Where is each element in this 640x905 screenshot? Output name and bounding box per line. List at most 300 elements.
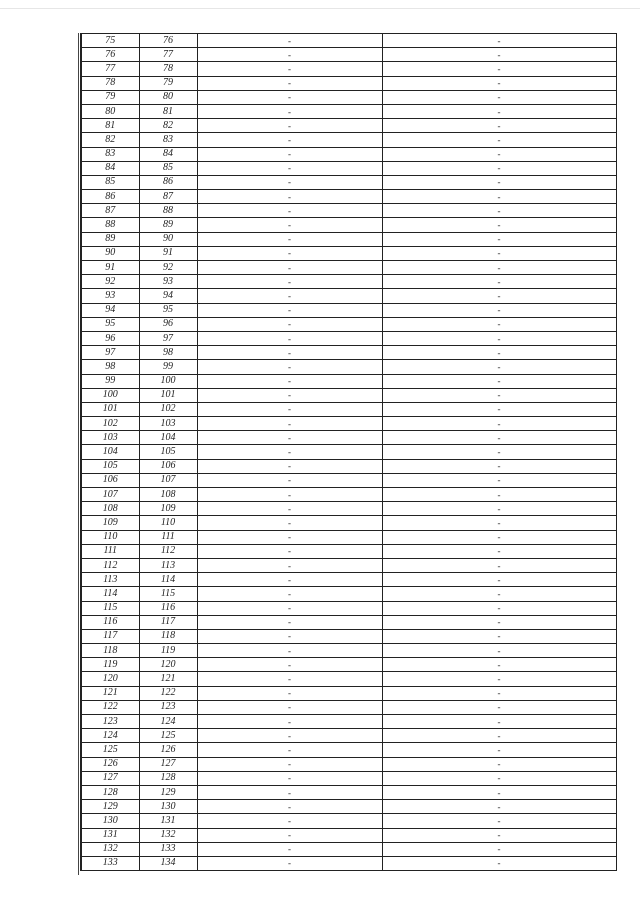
row-next-number-cell: 105	[139, 445, 197, 459]
row-next-number-cell: 101	[139, 388, 197, 402]
row-number-cell: 95	[81, 317, 139, 331]
row-number-cell: 89	[81, 232, 139, 246]
table-row	[81, 814, 616, 828]
table-row	[81, 856, 616, 870]
row-number-cell: 90	[81, 246, 139, 260]
row-next-number-cell: 110	[139, 516, 197, 530]
row-number-cell: 83	[81, 147, 139, 161]
value-cell-1: -	[197, 743, 382, 757]
value-cell-2: -	[382, 558, 616, 572]
row-next-number-cell: 93	[139, 275, 197, 289]
value-cell-1: -	[197, 388, 382, 402]
value-cell-1: -	[197, 62, 382, 76]
row-next-number-cell: 85	[139, 161, 197, 175]
document-table	[80, 33, 617, 871]
row-next-number-cell: 80	[139, 90, 197, 104]
row-number-cell: 97	[81, 346, 139, 360]
value-cell-1: -	[197, 700, 382, 714]
row-number-cell: 75	[81, 34, 139, 48]
row-number-cell: 121	[81, 686, 139, 700]
value-cell-1: -	[197, 317, 382, 331]
value-cell-1: -	[197, 232, 382, 246]
value-cell-2: -	[382, 119, 616, 133]
row-next-number-cell: 76	[139, 34, 197, 48]
row-number-cell: 115	[81, 601, 139, 615]
table-row	[81, 90, 616, 104]
row-next-number-cell: 77	[139, 48, 197, 62]
row-number-cell: 99	[81, 374, 139, 388]
value-cell-2: -	[382, 800, 616, 814]
value-cell-2: -	[382, 459, 616, 473]
value-cell-1: -	[197, 629, 382, 643]
row-number-cell: 86	[81, 190, 139, 204]
row-next-number-cell: 107	[139, 473, 197, 487]
value-cell-1: -	[197, 402, 382, 416]
table-row	[81, 544, 616, 558]
row-next-number-cell: 94	[139, 289, 197, 303]
row-number-cell: 123	[81, 715, 139, 729]
value-cell-1: -	[197, 374, 382, 388]
row-next-number-cell: 84	[139, 147, 197, 161]
value-cell-1: -	[197, 828, 382, 842]
value-cell-2: -	[382, 331, 616, 345]
table-row	[81, 346, 616, 360]
value-cell-1: -	[197, 530, 382, 544]
value-cell-2: -	[382, 615, 616, 629]
table-row	[81, 771, 616, 785]
row-number-cell: 80	[81, 104, 139, 118]
row-number-cell: 127	[81, 771, 139, 785]
table-row	[81, 842, 616, 856]
value-cell-2: -	[382, 814, 616, 828]
row-next-number-cell: 109	[139, 502, 197, 516]
row-number-cell: 124	[81, 729, 139, 743]
row-number-cell: 77	[81, 62, 139, 76]
row-number-cell: 79	[81, 90, 139, 104]
row-number-cell: 122	[81, 700, 139, 714]
row-number-cell: 93	[81, 289, 139, 303]
row-number-cell: 105	[81, 459, 139, 473]
value-cell-2: -	[382, 473, 616, 487]
table-row	[81, 629, 616, 643]
table-row	[81, 700, 616, 714]
table-row	[81, 104, 616, 118]
value-cell-2: -	[382, 842, 616, 856]
value-cell-2: -	[382, 715, 616, 729]
value-cell-2: -	[382, 275, 616, 289]
row-next-number-cell: 103	[139, 417, 197, 431]
row-next-number-cell: 119	[139, 644, 197, 658]
value-cell-1: -	[197, 175, 382, 189]
table-row	[81, 388, 616, 402]
row-number-cell: 88	[81, 218, 139, 232]
row-number-cell: 110	[81, 530, 139, 544]
value-cell-2: -	[382, 530, 616, 544]
row-next-number-cell: 118	[139, 629, 197, 643]
table-row	[81, 317, 616, 331]
value-cell-2: -	[382, 90, 616, 104]
row-next-number-cell: 88	[139, 204, 197, 218]
value-cell-1: -	[197, 814, 382, 828]
value-cell-1: -	[197, 431, 382, 445]
row-next-number-cell: 90	[139, 232, 197, 246]
value-cell-1: -	[197, 161, 382, 175]
row-next-number-cell: 92	[139, 261, 197, 275]
table-row	[81, 530, 616, 544]
table-row	[81, 800, 616, 814]
value-cell-1: -	[197, 715, 382, 729]
table-body	[81, 34, 616, 871]
row-number-cell: 114	[81, 587, 139, 601]
value-cell-2: -	[382, 374, 616, 388]
row-number-cell: 116	[81, 615, 139, 629]
row-next-number-cell: 133	[139, 842, 197, 856]
table-row	[81, 190, 616, 204]
table-row	[81, 374, 616, 388]
row-next-number-cell: 117	[139, 615, 197, 629]
row-next-number-cell: 125	[139, 729, 197, 743]
row-number-cell: 125	[81, 743, 139, 757]
row-number-cell: 82	[81, 133, 139, 147]
value-cell-1: -	[197, 644, 382, 658]
value-cell-2: -	[382, 856, 616, 870]
table-row	[81, 785, 616, 799]
table-row	[81, 204, 616, 218]
table-row	[81, 729, 616, 743]
table-row	[81, 246, 616, 260]
row-next-number-cell: 127	[139, 757, 197, 771]
table-row	[81, 488, 616, 502]
value-cell-1: -	[197, 615, 382, 629]
row-number-cell: 103	[81, 431, 139, 445]
value-cell-1: -	[197, 218, 382, 232]
table-row	[81, 161, 616, 175]
table-row	[81, 715, 616, 729]
value-cell-2: -	[382, 48, 616, 62]
value-cell-2: -	[382, 700, 616, 714]
value-cell-1: -	[197, 34, 382, 48]
document-table-container	[80, 33, 615, 871]
table-row	[81, 473, 616, 487]
value-cell-2: -	[382, 629, 616, 643]
row-number-cell: 76	[81, 48, 139, 62]
table-row	[81, 828, 616, 842]
row-next-number-cell: 98	[139, 346, 197, 360]
row-next-number-cell: 111	[139, 530, 197, 544]
table-row	[81, 573, 616, 587]
row-number-cell: 104	[81, 445, 139, 459]
row-number-cell: 113	[81, 573, 139, 587]
value-cell-1: -	[197, 544, 382, 558]
row-number-cell: 87	[81, 204, 139, 218]
table-row	[81, 558, 616, 572]
row-number-cell: 111	[81, 544, 139, 558]
value-cell-1: -	[197, 417, 382, 431]
value-cell-2: -	[382, 658, 616, 672]
row-next-number-cell: 83	[139, 133, 197, 147]
row-next-number-cell: 99	[139, 360, 197, 374]
value-cell-2: -	[382, 147, 616, 161]
row-next-number-cell: 112	[139, 544, 197, 558]
table-row	[81, 431, 616, 445]
value-cell-2: -	[382, 573, 616, 587]
table-row	[81, 175, 616, 189]
value-cell-2: -	[382, 445, 616, 459]
row-number-cell: 94	[81, 303, 139, 317]
table-row	[81, 672, 616, 686]
row-next-number-cell: 108	[139, 488, 197, 502]
value-cell-1: -	[197, 90, 382, 104]
row-next-number-cell: 128	[139, 771, 197, 785]
row-number-cell: 106	[81, 473, 139, 487]
value-cell-2: -	[382, 672, 616, 686]
row-next-number-cell: 78	[139, 62, 197, 76]
value-cell-2: -	[382, 62, 616, 76]
row-number-cell: 128	[81, 785, 139, 799]
table-row	[81, 360, 616, 374]
row-next-number-cell: 131	[139, 814, 197, 828]
row-next-number-cell: 106	[139, 459, 197, 473]
value-cell-1: -	[197, 445, 382, 459]
table-row	[81, 445, 616, 459]
row-next-number-cell: 81	[139, 104, 197, 118]
row-next-number-cell: 130	[139, 800, 197, 814]
row-number-cell: 78	[81, 76, 139, 90]
value-cell-2: -	[382, 360, 616, 374]
value-cell-1: -	[197, 104, 382, 118]
table-row	[81, 757, 616, 771]
value-cell-2: -	[382, 76, 616, 90]
value-cell-1: -	[197, 346, 382, 360]
value-cell-1: -	[197, 516, 382, 530]
table-row	[81, 303, 616, 317]
table-row	[81, 34, 616, 48]
value-cell-1: -	[197, 190, 382, 204]
value-cell-1: -	[197, 133, 382, 147]
value-cell-1: -	[197, 303, 382, 317]
table-row	[81, 133, 616, 147]
row-next-number-cell: 86	[139, 175, 197, 189]
value-cell-2: -	[382, 828, 616, 842]
value-cell-2: -	[382, 388, 616, 402]
value-cell-2: -	[382, 785, 616, 799]
row-next-number-cell: 96	[139, 317, 197, 331]
row-number-cell: 84	[81, 161, 139, 175]
value-cell-2: -	[382, 431, 616, 445]
row-number-cell: 126	[81, 757, 139, 771]
table-row	[81, 502, 616, 516]
row-next-number-cell: 113	[139, 558, 197, 572]
row-number-cell: 133	[81, 856, 139, 870]
row-number-cell: 108	[81, 502, 139, 516]
value-cell-2: -	[382, 161, 616, 175]
table-row	[81, 402, 616, 416]
row-number-cell: 96	[81, 331, 139, 345]
table-row	[81, 331, 616, 345]
row-next-number-cell: 116	[139, 601, 197, 615]
row-number-cell: 100	[81, 388, 139, 402]
table-row	[81, 261, 616, 275]
value-cell-1: -	[197, 757, 382, 771]
row-next-number-cell: 123	[139, 700, 197, 714]
value-cell-2: -	[382, 346, 616, 360]
row-number-cell: 131	[81, 828, 139, 842]
row-next-number-cell: 122	[139, 686, 197, 700]
table-left-border	[78, 33, 79, 875]
row-number-cell: 92	[81, 275, 139, 289]
value-cell-2: -	[382, 488, 616, 502]
table-row	[81, 601, 616, 615]
value-cell-1: -	[197, 261, 382, 275]
value-cell-2: -	[382, 516, 616, 530]
table-row	[81, 289, 616, 303]
value-cell-2: -	[382, 601, 616, 615]
value-cell-1: -	[197, 558, 382, 572]
value-cell-1: -	[197, 686, 382, 700]
row-next-number-cell: 91	[139, 246, 197, 260]
value-cell-1: -	[197, 672, 382, 686]
value-cell-2: -	[382, 232, 616, 246]
value-cell-1: -	[197, 76, 382, 90]
table-row	[81, 516, 616, 530]
row-number-cell: 130	[81, 814, 139, 828]
row-next-number-cell: 89	[139, 218, 197, 232]
row-next-number-cell: 120	[139, 658, 197, 672]
row-number-cell: 85	[81, 175, 139, 189]
value-cell-2: -	[382, 644, 616, 658]
page-top-rule	[0, 8, 640, 9]
value-cell-2: -	[382, 303, 616, 317]
value-cell-1: -	[197, 289, 382, 303]
row-next-number-cell: 102	[139, 402, 197, 416]
value-cell-2: -	[382, 771, 616, 785]
row-number-cell: 132	[81, 842, 139, 856]
row-next-number-cell: 132	[139, 828, 197, 842]
table-row	[81, 275, 616, 289]
row-number-cell: 109	[81, 516, 139, 530]
value-cell-1: -	[197, 473, 382, 487]
value-cell-1: -	[197, 658, 382, 672]
row-number-cell: 129	[81, 800, 139, 814]
row-number-cell: 117	[81, 629, 139, 643]
value-cell-1: -	[197, 48, 382, 62]
value-cell-1: -	[197, 488, 382, 502]
value-cell-2: -	[382, 246, 616, 260]
value-cell-1: -	[197, 119, 382, 133]
value-cell-1: -	[197, 800, 382, 814]
value-cell-2: -	[382, 289, 616, 303]
value-cell-1: -	[197, 771, 382, 785]
value-cell-2: -	[382, 417, 616, 431]
value-cell-2: -	[382, 104, 616, 118]
row-number-cell: 112	[81, 558, 139, 572]
value-cell-1: -	[197, 331, 382, 345]
row-number-cell: 120	[81, 672, 139, 686]
row-next-number-cell: 79	[139, 76, 197, 90]
table-row	[81, 119, 616, 133]
table-row	[81, 587, 616, 601]
value-cell-2: -	[382, 175, 616, 189]
row-next-number-cell: 87	[139, 190, 197, 204]
value-cell-2: -	[382, 757, 616, 771]
table-row	[81, 76, 616, 90]
row-next-number-cell: 100	[139, 374, 197, 388]
table-row	[81, 658, 616, 672]
table-row	[81, 615, 616, 629]
row-next-number-cell: 121	[139, 672, 197, 686]
value-cell-1: -	[197, 856, 382, 870]
row-next-number-cell: 124	[139, 715, 197, 729]
value-cell-1: -	[197, 587, 382, 601]
table-row	[81, 48, 616, 62]
row-next-number-cell: 129	[139, 785, 197, 799]
value-cell-1: -	[197, 204, 382, 218]
value-cell-1: -	[197, 729, 382, 743]
table-row	[81, 218, 616, 232]
value-cell-1: -	[197, 502, 382, 516]
value-cell-2: -	[382, 402, 616, 416]
value-cell-2: -	[382, 190, 616, 204]
value-cell-2: -	[382, 261, 616, 275]
value-cell-1: -	[197, 785, 382, 799]
row-next-number-cell: 104	[139, 431, 197, 445]
table-row	[81, 147, 616, 161]
row-number-cell: 119	[81, 658, 139, 672]
value-cell-2: -	[382, 204, 616, 218]
row-next-number-cell: 97	[139, 331, 197, 345]
row-number-cell: 81	[81, 119, 139, 133]
row-number-cell: 118	[81, 644, 139, 658]
value-cell-2: -	[382, 218, 616, 232]
table-row	[81, 62, 616, 76]
value-cell-2: -	[382, 317, 616, 331]
table-row	[81, 686, 616, 700]
row-next-number-cell: 126	[139, 743, 197, 757]
row-number-cell: 107	[81, 488, 139, 502]
row-next-number-cell: 95	[139, 303, 197, 317]
value-cell-1: -	[197, 360, 382, 374]
row-number-cell: 98	[81, 360, 139, 374]
row-next-number-cell: 115	[139, 587, 197, 601]
value-cell-2: -	[382, 502, 616, 516]
value-cell-2: -	[382, 729, 616, 743]
value-cell-1: -	[197, 147, 382, 161]
value-cell-2: -	[382, 34, 616, 48]
value-cell-2: -	[382, 133, 616, 147]
row-number-cell: 101	[81, 402, 139, 416]
value-cell-1: -	[197, 246, 382, 260]
table-row	[81, 644, 616, 658]
row-next-number-cell: 114	[139, 573, 197, 587]
row-number-cell: 102	[81, 417, 139, 431]
value-cell-2: -	[382, 686, 616, 700]
row-number-cell: 91	[81, 261, 139, 275]
row-next-number-cell: 134	[139, 856, 197, 870]
value-cell-1: -	[197, 459, 382, 473]
row-next-number-cell: 82	[139, 119, 197, 133]
value-cell-1: -	[197, 842, 382, 856]
table-row	[81, 459, 616, 473]
value-cell-1: -	[197, 573, 382, 587]
table-row	[81, 743, 616, 757]
value-cell-1: -	[197, 275, 382, 289]
table-row	[81, 417, 616, 431]
value-cell-2: -	[382, 544, 616, 558]
table-row	[81, 232, 616, 246]
value-cell-1: -	[197, 601, 382, 615]
value-cell-2: -	[382, 587, 616, 601]
value-cell-2: -	[382, 743, 616, 757]
